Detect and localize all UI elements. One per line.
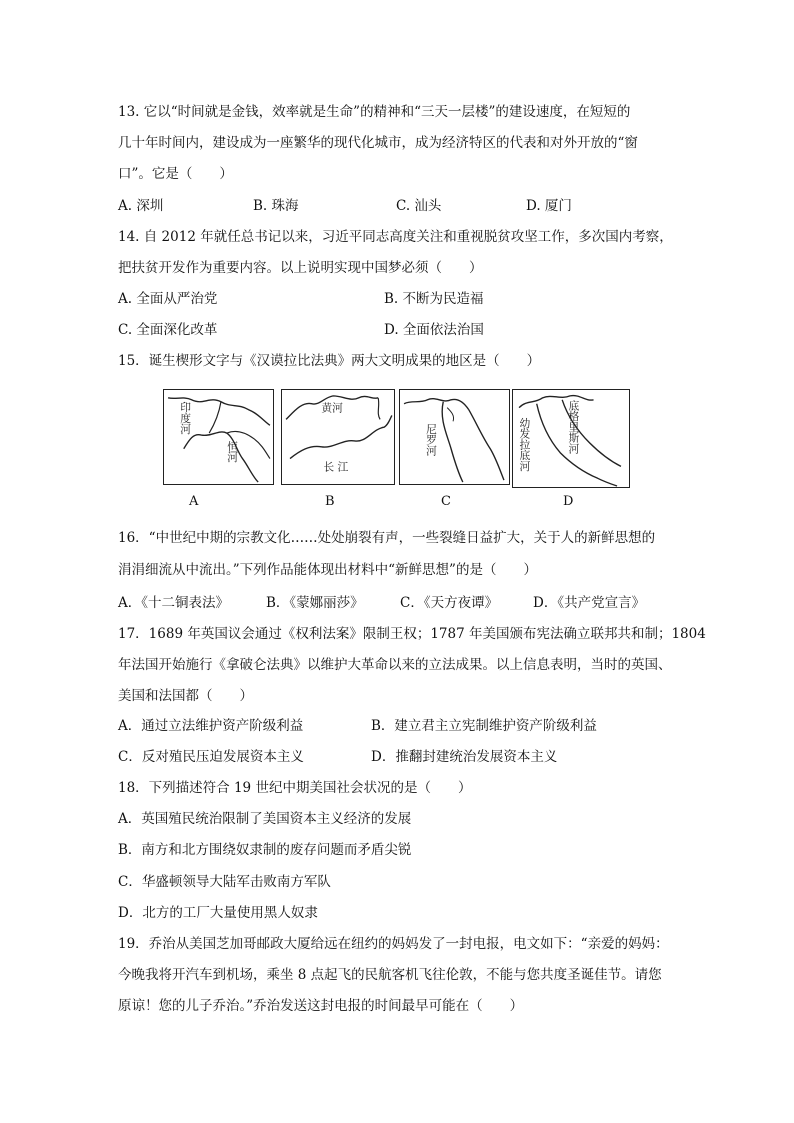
map-a-drawing (164, 390, 273, 484)
q19-line-3: 原谅！您的儿子乔治。”乔治发送这封电报的时间最早可能在（ ） (118, 998, 524, 1014)
q13-line-1: 13. 它以“时间就是金钱，效率就是生命”的精神和“三天一层楼”的建设速度，在短短的 (118, 104, 631, 120)
map-d-river-2: 底格里斯河 (567, 399, 581, 454)
q19-line-2: 今晚我将开汽车到机场，乘坐 8 点起飞的民航客机飞往伦敦，不能与您共度圣诞佳节。请您 (118, 967, 662, 983)
q17-line-3: 美国和法国都（ ） (118, 688, 253, 704)
q14-option-c[interactable]: C. 全面深化改革 (118, 322, 218, 338)
q13-line-3: 口”。它是（ ） (118, 166, 233, 182)
map-d-river-1: 幼发拉底河 (518, 417, 532, 472)
q16-option-b[interactable]: B．《蒙娜丽莎》 (266, 595, 364, 611)
map-d-label: D (563, 494, 574, 509)
map-b-river-1: 黄河 (321, 401, 343, 415)
q14-line-1: 14. 自 2012 年就任总书记以来，习近平同志高度关注和重视脱贫攻坚工作，多次国内考察， (118, 229, 673, 245)
q16-line-1: 16．“中世纪中期的宗教文化……处处崩裂有声，一些裂缝日益扩大，关于人的新鲜思想的 (118, 530, 656, 546)
map-d-figure (512, 389, 630, 488)
q16-line-2: 涓涓细流从中流出。”下列作品能体现出材料中“新鲜思想”的是（ ） (118, 562, 537, 578)
q15-line-1: 15．诞生楔形文字与《汉谟拉比法典》两大文明成果的地区是（ ） (118, 353, 541, 369)
q14-option-b[interactable]: B. 不断为民造福 (384, 291, 484, 307)
map-a-river-2: 恒河 (226, 440, 240, 463)
q13-option-a[interactable]: A. 深圳 (118, 198, 164, 214)
q17-line-2: 年法国开始施行《拿破仑法典》以维护大革命以来的立法成果。以上信息表明，当时的英国、 (118, 657, 672, 673)
map-c-drawing (400, 390, 509, 484)
map-b-figure (281, 389, 395, 485)
map-c-label: C (441, 494, 451, 509)
q13-option-b[interactable]: B. 珠海 (253, 198, 299, 214)
q17-option-b[interactable]: B．建立君主立宪制维护资产阶级利益 (371, 718, 597, 734)
q18-option-d[interactable]: D．北方的工厂大量使用黑人奴隶 (118, 905, 318, 921)
q16-option-c[interactable]: C．《天方夜谭》 (400, 595, 499, 611)
q13-line-2: 几十年时间内，建设成为一座繁华的现代化城市，成为经济特区的代表和对外开放的“窗 (118, 135, 638, 151)
map-a-river-1: 印度河 (179, 401, 193, 435)
q17-option-a[interactable]: A．通过立法维护资产阶级利益 (118, 718, 304, 734)
q13-option-c[interactable]: C. 汕头 (396, 198, 442, 214)
q17-line-1: 17．1689 年英国议会通过《权利法案》限制王权；1787 年美国颁布宪法确立联邦共和制；1804 (118, 626, 706, 642)
q14-option-a[interactable]: A. 全面从严治党 (118, 291, 218, 307)
q18-option-c[interactable]: C．华盛顿领导大陆军击败南方军队 (118, 874, 331, 890)
q16-option-d[interactable]: D．《共产党宣言》 (533, 595, 646, 611)
q13-option-d[interactable]: D. 厦门 (526, 198, 572, 214)
map-b-label: B (325, 494, 335, 509)
q18-option-a[interactable]: A．英国殖民统治限制了美国资本主义经济的发展 (118, 811, 412, 827)
map-d-drawing (513, 390, 629, 487)
q17-option-d[interactable]: D．推翻封建统治发展资本主义 (371, 749, 558, 765)
q17-option-c[interactable]: C．反对殖民压迫发展资本主义 (118, 749, 304, 765)
q18-option-b[interactable]: B．南方和北方围绕奴隶制的废存问题而矛盾尖锐 (118, 842, 412, 858)
map-b-drawing (282, 390, 394, 484)
map-c-river: 尼罗河 (424, 423, 438, 456)
q19-line-1: 19．乔治从美国芝加哥邮政大厦给远在纽约的妈妈发了一封电报，电文如下：“亲爱的妈妈： (118, 936, 669, 952)
q16-option-a[interactable]: A．《十二铜表法》 (118, 595, 229, 611)
q14-line-2: 把扶贫开发作为重要内容。以上说明实现中国梦必须（ ） (118, 260, 483, 276)
map-b-river-2: 长 江 (323, 460, 349, 474)
map-a-label: A (189, 494, 199, 509)
q14-option-d[interactable]: D. 全面依法治国 (384, 322, 484, 338)
map-c-figure (399, 389, 510, 485)
q18-line-1: 18．下列描述符合 19 世纪中期美国社会状况的是（ ） (118, 780, 472, 796)
map-a-figure (163, 389, 274, 485)
